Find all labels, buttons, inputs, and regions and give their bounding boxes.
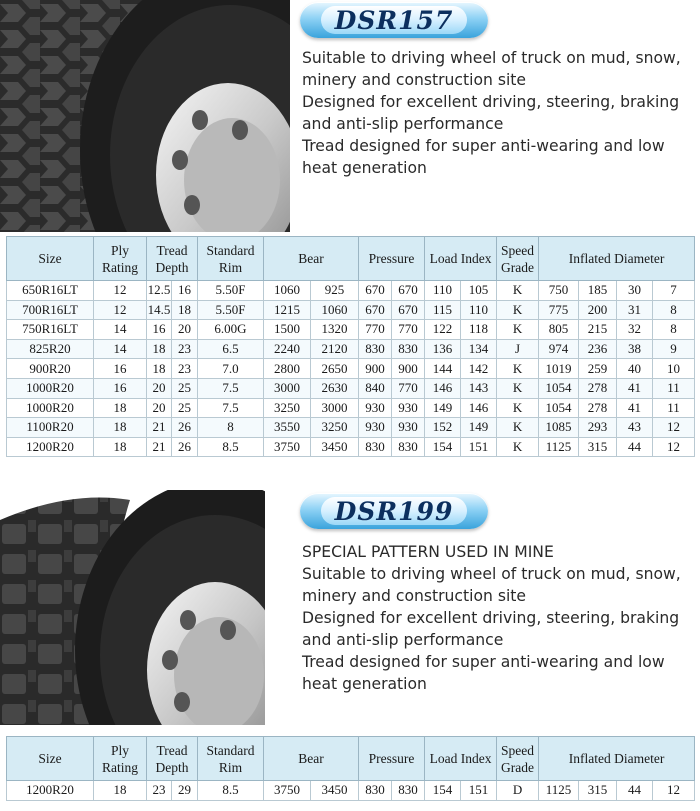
table-cell: 29 (172, 781, 198, 801)
table-cell: 2630 (311, 378, 359, 398)
header-line: Rim (218, 259, 243, 275)
table-cell: 293 (579, 418, 617, 438)
table-cell: 1019 (539, 359, 579, 379)
table-cell: 830 (359, 437, 392, 457)
table-cell: 38 (617, 339, 653, 359)
table-cell: 3000 (311, 398, 359, 418)
table-cell: 44 (617, 781, 653, 801)
table-cell: 900 (392, 359, 425, 379)
col-header-standard-rim (198, 737, 264, 781)
table-cell: 20 (147, 378, 172, 398)
table-row (7, 418, 695, 438)
table-cell: K (497, 398, 539, 418)
product-title: DSR199 (334, 496, 454, 526)
col-header-size: Size (7, 237, 94, 281)
header-line: Standard (206, 742, 255, 758)
table-cell: 650R16LT (7, 281, 94, 301)
table-cell: 775 (539, 300, 579, 320)
table-cell: 1054 (539, 378, 579, 398)
table-cell: 12 (653, 437, 695, 457)
table-cell: 18 (94, 781, 147, 801)
col-header-speed-grade (497, 737, 539, 781)
table-cell: 1100R20 (7, 418, 94, 438)
table-cell: 3750 (264, 437, 311, 457)
table-row (7, 359, 695, 379)
header-line: Speed (501, 242, 535, 258)
table-cell: 1085 (539, 418, 579, 438)
table-cell: 670 (359, 281, 392, 301)
table-cell: 8.5 (198, 781, 264, 801)
table-cell: 278 (579, 398, 617, 418)
product-section-dsr199 (0, 490, 700, 725)
table-cell: 2120 (311, 339, 359, 359)
table-cell: 670 (392, 281, 425, 301)
header-line: Ply (110, 242, 129, 258)
table-cell: 830 (392, 437, 425, 457)
col-header-size: Size (7, 737, 94, 781)
table-cell: K (497, 437, 539, 457)
table-cell: 26 (172, 418, 198, 438)
table-cell: 1060 (264, 281, 311, 301)
product-description (302, 47, 697, 179)
col-header-load-index: Load Index (425, 737, 497, 781)
table-cell: 20 (147, 398, 172, 418)
col-header-pressure: Pressure (359, 237, 425, 281)
table-cell: 122 (425, 320, 461, 340)
table-cell: 930 (392, 418, 425, 438)
table-cell: 1125 (539, 437, 579, 457)
spec-table-body (7, 781, 695, 801)
table-cell: 1215 (264, 300, 311, 320)
table-cell: 142 (461, 359, 497, 379)
table-cell: 770 (392, 320, 425, 340)
table-cell: 14 (94, 320, 147, 340)
table-row (7, 781, 695, 801)
table-row (7, 378, 695, 398)
table-cell: 770 (359, 320, 392, 340)
spec-table-dsr157 (6, 236, 695, 457)
table-cell: 16 (94, 359, 147, 379)
description-line: Suitable to driving wheel of truck on mud, snow, (302, 565, 681, 583)
table-row (7, 320, 695, 340)
table-cell: 900R20 (7, 359, 94, 379)
table-cell: 2240 (264, 339, 311, 359)
col-header-bear: Bear (264, 237, 359, 281)
table-cell: 151 (461, 437, 497, 457)
table-cell: 1060 (311, 300, 359, 320)
table-cell: 7 (653, 281, 695, 301)
table-cell: 6.00G (198, 320, 264, 340)
table-cell: 670 (359, 300, 392, 320)
table-cell: 25 (172, 398, 198, 418)
table-cell: 1320 (311, 320, 359, 340)
table-cell: 20 (172, 320, 198, 340)
tire-image-dsr199 (0, 490, 265, 725)
description-line: Tread designed for super anti-wearing and low (302, 137, 665, 155)
table-cell: 7.5 (198, 398, 264, 418)
table-cell: J (497, 339, 539, 359)
col-header-standard-rim (198, 237, 264, 281)
table-cell: 830 (359, 339, 392, 359)
product-title-badge-inner (321, 6, 468, 34)
table-cell: 670 (392, 300, 425, 320)
table-cell: 200 (579, 300, 617, 320)
table-cell: 14.5 (147, 300, 172, 320)
table-cell: 1000R20 (7, 398, 94, 418)
table-cell: 8 (653, 320, 695, 340)
table-cell: 16 (94, 378, 147, 398)
col-header-bear: Bear (264, 737, 359, 781)
product-title-badge-inner (321, 497, 468, 525)
header-line: Depth (155, 259, 189, 275)
table-cell: 18 (147, 339, 172, 359)
table-cell: 3750 (264, 781, 311, 801)
table-cell: 315 (579, 437, 617, 457)
table-cell: 154 (425, 781, 461, 801)
table-cell: 18 (94, 437, 147, 457)
table-cell: 12 (94, 281, 147, 301)
table-cell: 144 (425, 359, 461, 379)
table-cell: 1125 (539, 781, 579, 801)
table-cell: 18 (147, 359, 172, 379)
description-line: Designed for excellent driving, steering, braking (302, 609, 680, 627)
table-cell: 30 (617, 281, 653, 301)
table-cell: 12 (94, 300, 147, 320)
table-cell: 11 (653, 398, 695, 418)
table-cell: 16 (172, 281, 198, 301)
table-cell: 215 (579, 320, 617, 340)
product-title-badge (300, 493, 488, 529)
table-cell: 6.5 (198, 339, 264, 359)
description-line: minery and construction site (302, 71, 526, 89)
table-cell: 21 (147, 418, 172, 438)
col-header-ply-rating (94, 737, 147, 781)
table-cell: 32 (617, 320, 653, 340)
header-line: Grade (501, 259, 535, 275)
table-cell: K (497, 359, 539, 379)
table-cell: K (497, 418, 539, 438)
product-title: DSR157 (334, 5, 454, 35)
header-line: Standard (206, 242, 255, 258)
table-cell: 118 (461, 320, 497, 340)
col-header-ply-rating (94, 237, 147, 281)
col-header-load-index: Load Index (425, 237, 497, 281)
table-cell: 1200R20 (7, 437, 94, 457)
table-cell: 2650 (311, 359, 359, 379)
table-cell: 151 (461, 781, 497, 801)
table-cell: 700R16LT (7, 300, 94, 320)
table-cell: K (497, 320, 539, 340)
col-header-tread-depth (147, 737, 198, 781)
table-cell: 1500 (264, 320, 311, 340)
table-cell: 5.50F (198, 300, 264, 320)
table-cell: K (497, 281, 539, 301)
table-cell: 1054 (539, 398, 579, 418)
table-cell: 925 (311, 281, 359, 301)
product-title-badge (300, 2, 488, 38)
header-line: Tread (156, 742, 188, 758)
header-line: Rim (218, 759, 243, 775)
description-line: heat generation (302, 675, 427, 693)
table-cell: 12 (653, 781, 695, 801)
table-cell: 5.50F (198, 281, 264, 301)
table-cell: 750 (539, 281, 579, 301)
product-section-dsr157 (0, 0, 700, 232)
table-cell: 825R20 (7, 339, 94, 359)
table-cell: 8 (198, 418, 264, 438)
table-cell: 7.0 (198, 359, 264, 379)
table-cell: 930 (359, 398, 392, 418)
table-cell: 134 (461, 339, 497, 359)
table-cell: 930 (392, 398, 425, 418)
header-line: Ply (110, 742, 129, 758)
table-cell: 110 (461, 300, 497, 320)
header-line: Depth (155, 759, 189, 775)
table-cell: 1000R20 (7, 378, 94, 398)
table-cell: 149 (461, 418, 497, 438)
description-line: Designed for excellent driving, steering, braking (302, 93, 680, 111)
table-cell: 974 (539, 339, 579, 359)
table-cell: 830 (392, 781, 425, 801)
table-cell: 115 (425, 300, 461, 320)
table-cell: 23 (172, 339, 198, 359)
header-line: Speed (501, 742, 535, 758)
description-line: Suitable to driving wheel of truck on mud, snow, (302, 49, 681, 67)
table-cell: 10 (653, 359, 695, 379)
description-line: Tread designed for super anti-wearing and low (302, 653, 665, 671)
table-row (7, 398, 695, 418)
col-header-tread-depth (147, 237, 198, 281)
table-cell: 152 (425, 418, 461, 438)
table-cell: 31 (617, 300, 653, 320)
table-cell: 11 (653, 378, 695, 398)
table-cell: 9 (653, 339, 695, 359)
table-cell: D (497, 781, 539, 801)
table-cell: 44 (617, 437, 653, 457)
table-cell: 14 (94, 339, 147, 359)
table-cell: 136 (425, 339, 461, 359)
table-cell: 21 (147, 437, 172, 457)
table-cell: 41 (617, 378, 653, 398)
table-cell: 805 (539, 320, 579, 340)
table-cell: 3000 (264, 378, 311, 398)
table-cell: 7.5 (198, 378, 264, 398)
col-header-pressure: Pressure (359, 737, 425, 781)
table-cell: 18 (172, 300, 198, 320)
table-row (7, 339, 695, 359)
col-header-speed-grade (497, 237, 539, 281)
table-cell: 18 (94, 418, 147, 438)
description-line: minery and construction site (302, 587, 526, 605)
table-cell: 900 (359, 359, 392, 379)
description-line: heat generation (302, 159, 427, 177)
spec-table-dsr199 (6, 736, 695, 801)
table-cell: 2800 (264, 359, 311, 379)
table-cell: 146 (425, 378, 461, 398)
header-line: Rating (102, 259, 138, 275)
description-line: and anti-slip performance (302, 631, 504, 649)
table-cell: 41 (617, 398, 653, 418)
table-cell: 18 (94, 398, 147, 418)
table-cell: 23 (147, 781, 172, 801)
description-line: SPECIAL PATTERN USED IN MINE (302, 543, 554, 561)
table-cell: 770 (392, 378, 425, 398)
table-cell: 3550 (264, 418, 311, 438)
product-description (302, 541, 697, 695)
header-line: Rating (102, 759, 138, 775)
table-row (7, 281, 695, 301)
table-cell: 3450 (311, 437, 359, 457)
header-line: Grade (501, 759, 535, 775)
table-cell: 3250 (264, 398, 311, 418)
table-cell: K (497, 378, 539, 398)
description-line: and anti-slip performance (302, 115, 504, 133)
table-cell: 12 (653, 418, 695, 438)
table-cell: 1200R20 (7, 781, 94, 801)
table-cell: 16 (147, 320, 172, 340)
table-cell: 830 (359, 781, 392, 801)
table-cell: 43 (617, 418, 653, 438)
table-cell: 278 (579, 378, 617, 398)
table-cell: 149 (425, 398, 461, 418)
table-cell: 315 (579, 781, 617, 801)
table-cell: 143 (461, 378, 497, 398)
table-cell: 259 (579, 359, 617, 379)
spec-table-body (7, 281, 695, 457)
table-cell: 25 (172, 378, 198, 398)
header-line: Tread (156, 242, 188, 258)
table-cell: 110 (425, 281, 461, 301)
col-header-inflated-diameter: Inflated Diameter (539, 237, 695, 281)
table-cell: 23 (172, 359, 198, 379)
table-cell: 3250 (311, 418, 359, 438)
table-cell: 830 (392, 339, 425, 359)
table-cell: 750R16LT (7, 320, 94, 340)
table-cell: 930 (359, 418, 392, 438)
table-cell: 8.5 (198, 437, 264, 457)
table-cell: 185 (579, 281, 617, 301)
table-cell: 154 (425, 437, 461, 457)
table-row (7, 437, 695, 457)
table-cell: 105 (461, 281, 497, 301)
table-cell: 40 (617, 359, 653, 379)
table-cell: 8 (653, 300, 695, 320)
table-cell: 840 (359, 378, 392, 398)
col-header-inflated-diameter: Inflated Diameter (539, 737, 695, 781)
table-row (7, 300, 695, 320)
table-cell: 26 (172, 437, 198, 457)
table-cell: K (497, 300, 539, 320)
table-cell: 3450 (311, 781, 359, 801)
table-cell: 12.5 (147, 281, 172, 301)
table-cell: 236 (579, 339, 617, 359)
tire-image-dsr157 (0, 0, 290, 232)
table-cell: 146 (461, 398, 497, 418)
